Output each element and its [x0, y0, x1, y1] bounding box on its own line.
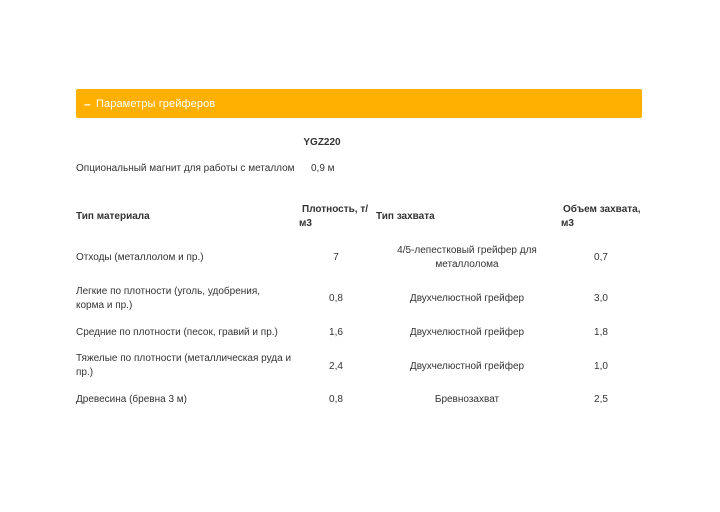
table-row-2-density: 0,8 [329, 293, 343, 304]
header-density [299, 203, 369, 231]
table-row-5-volume: 2,5 [594, 394, 608, 405]
table-row-1-material: Отходы (металлолом и пр.) [76, 252, 204, 263]
table-row-1-volume: 0,7 [594, 252, 608, 263]
collapse-icon: – [84, 96, 91, 111]
table-row-2-material [76, 285, 260, 313]
header-density-line1: Плотность, т/ [302, 204, 369, 215]
header-density-line2: м3 [299, 218, 312, 229]
table-row-2-material-line2: корма и пр.) [76, 300, 133, 311]
header-volume-line2: м3 [561, 218, 574, 229]
accordion-title: Параметры грейферов [96, 97, 216, 110]
table-row-3-material: Средние по плотности (песок, гравий и пр.) [76, 327, 278, 338]
table-row-1-grab [382, 244, 552, 272]
table-row-5-grab: Бревнозахват [434, 394, 500, 405]
table-row-1-density: 7 [333, 252, 339, 263]
model-name: YGZ220 [303, 137, 341, 148]
table-row-3-grab: Двухчелюстной грейфер [409, 327, 525, 338]
table-row-4-density: 2,4 [329, 361, 343, 372]
table-row-1-grab-line2: металлолома [435, 259, 499, 270]
table-row-5-density: 0,8 [329, 394, 343, 405]
table-row-3-volume: 1,8 [594, 327, 608, 338]
header-grab-type: Тип захвата [376, 211, 435, 222]
header-material-type: Тип материала [76, 211, 150, 222]
table-row-1-grab-line1: 4/5-лепестковый грейфер для [397, 245, 537, 256]
accordion-header-grab-params[interactable] [76, 89, 642, 118]
header-volume-line1: Объем захвата, [563, 204, 641, 215]
table-row-2-grab: Двухчелюстной грейфер [409, 293, 525, 304]
table-row-4-volume: 1,0 [594, 361, 608, 372]
table-row-4-material [76, 352, 291, 380]
table-row-4-material-line2: пр.) [76, 367, 94, 378]
magnet-label: Опциональный магнит для работы с металлом [76, 163, 295, 174]
table-row-4-material-line1: Тяжелые по плотности (металлическая руда и [76, 353, 292, 364]
table-row-4-grab: Двухчелюстной грейфер [409, 361, 525, 372]
table-row-5-material: Древесина (бревна 3 м) [76, 394, 188, 405]
table-row-2-material-line1: Легкие по плотности (уголь, удобрения, [76, 286, 261, 297]
table-row-3-density: 1,6 [329, 327, 343, 338]
magnet-value: 0,9 м [311, 163, 335, 174]
table-row-2-volume: 3,0 [594, 293, 608, 304]
header-volume [561, 203, 641, 231]
